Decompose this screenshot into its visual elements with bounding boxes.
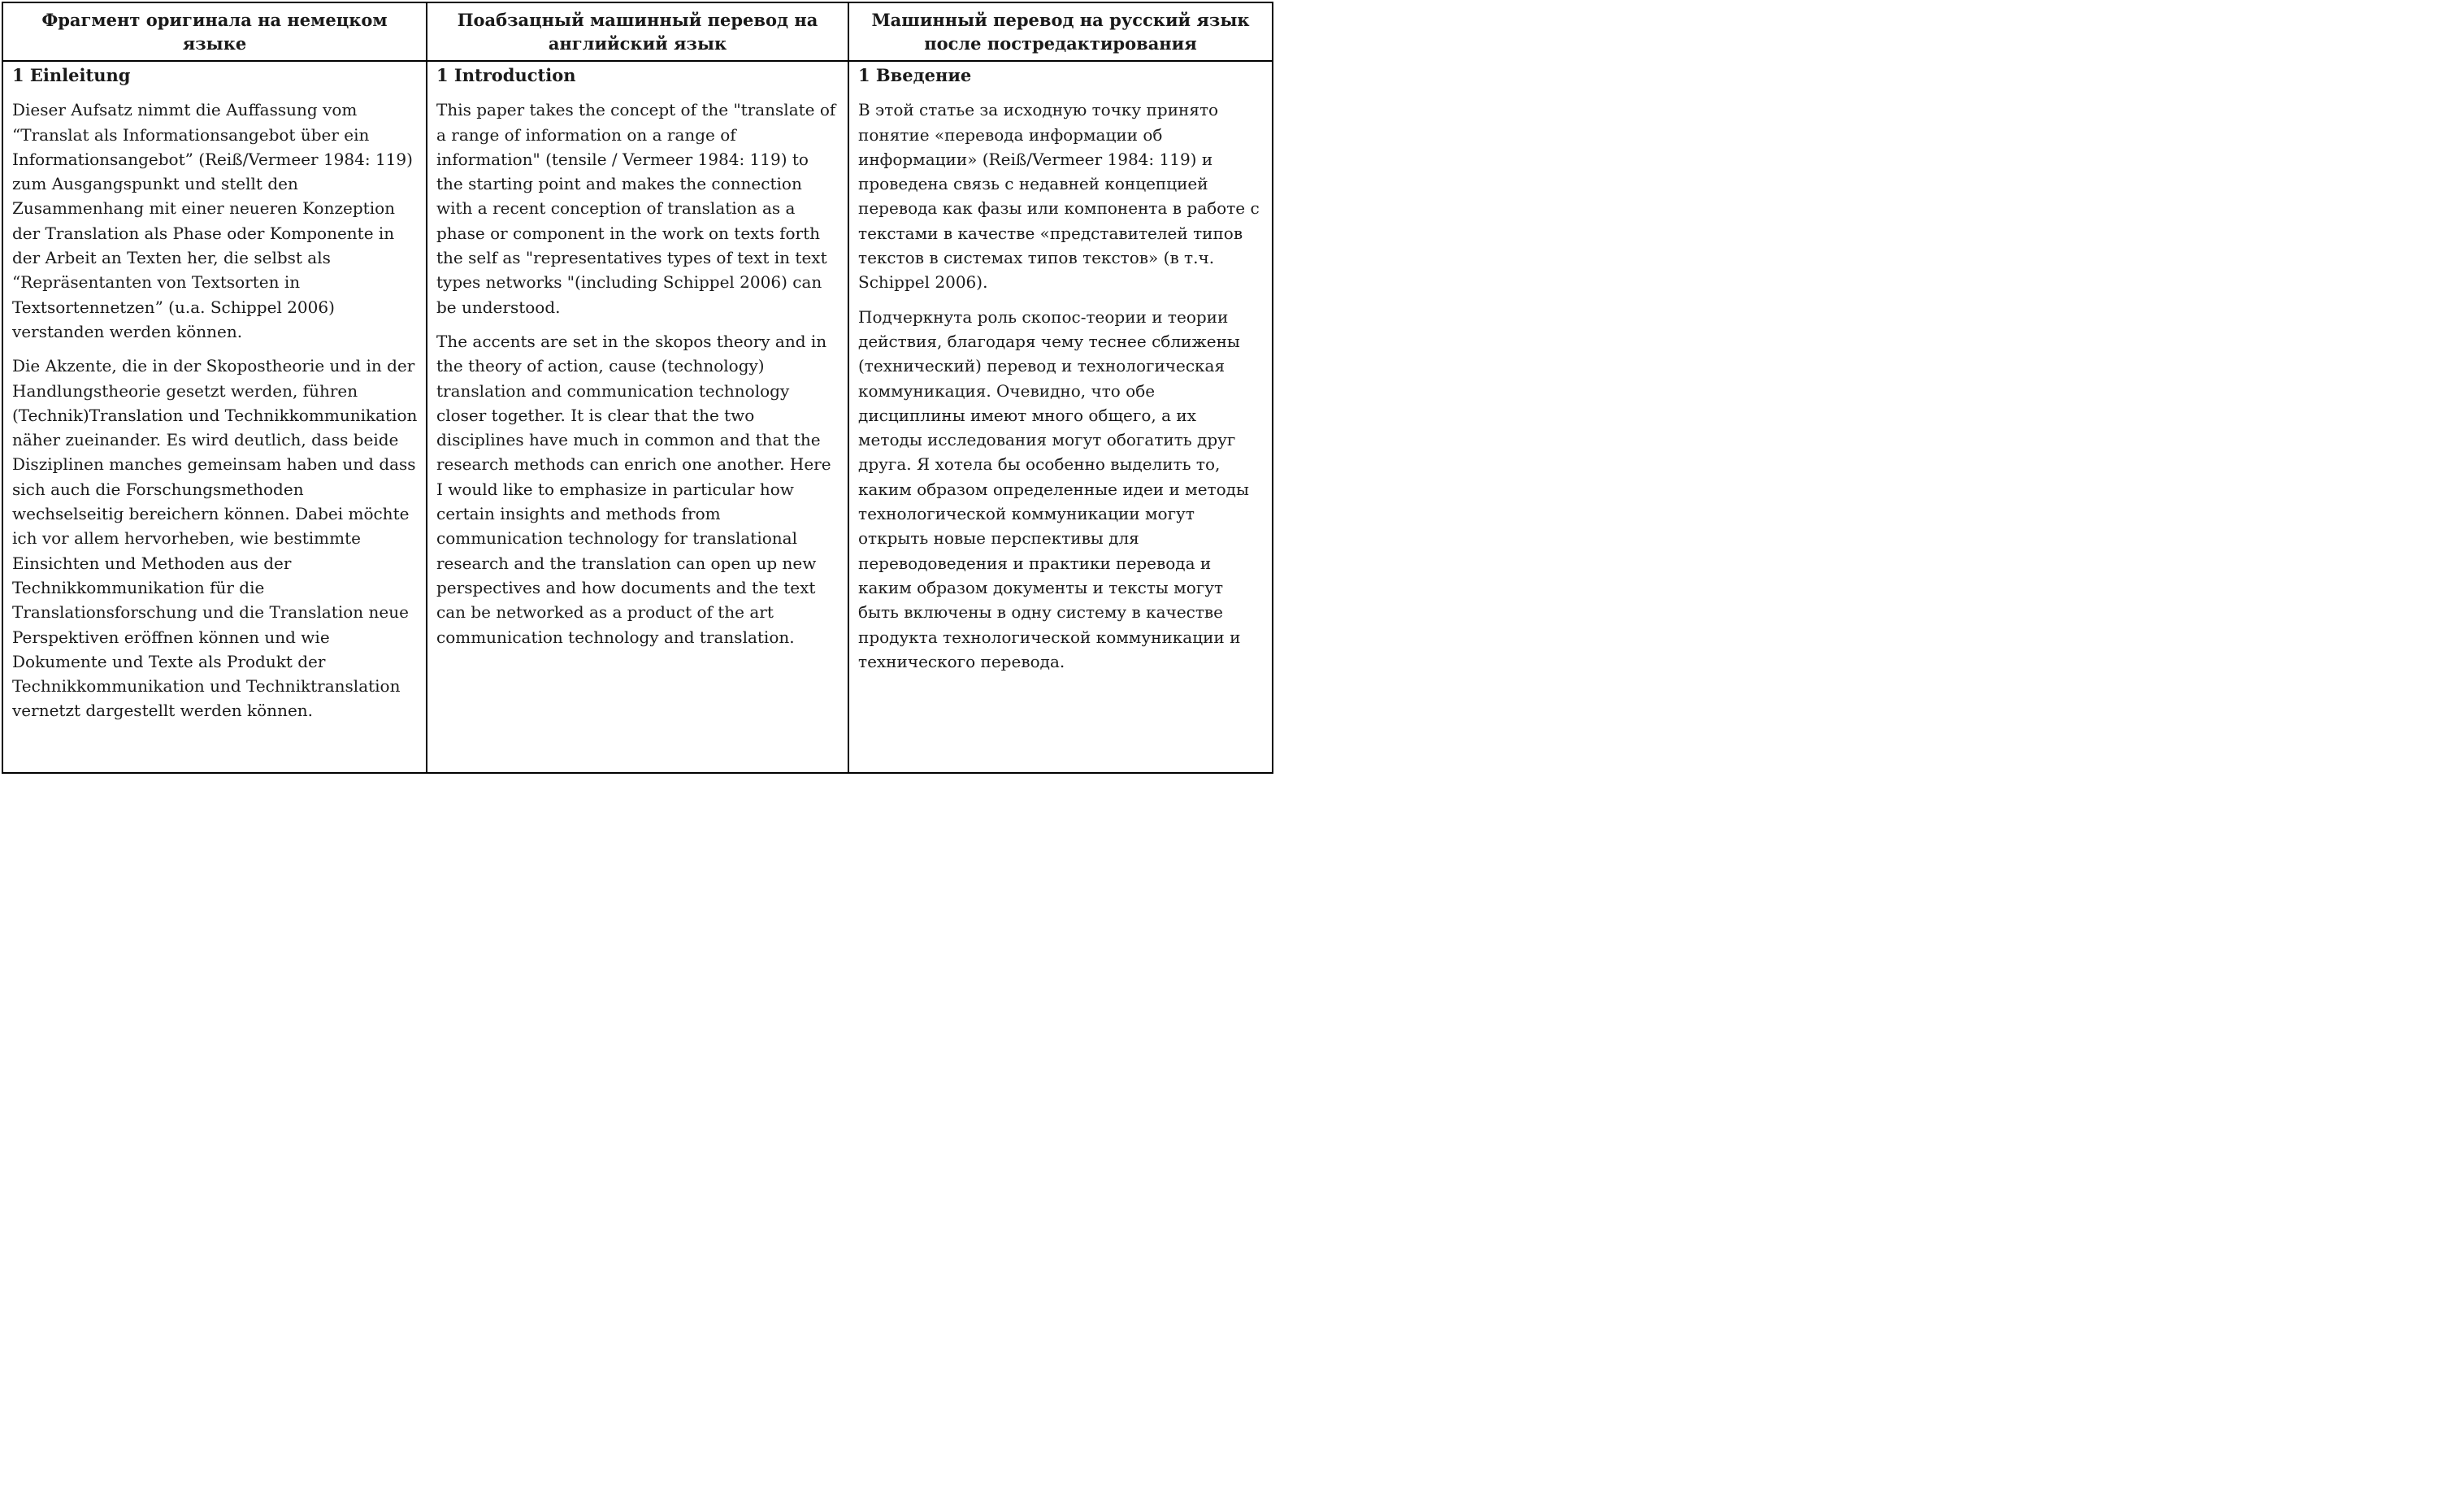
section-title: 1 Einleitung	[12, 65, 131, 85]
header-german-original: Фрагмент оригинала на немецком языке	[2, 2, 427, 61]
cell-russian	[848, 61, 1273, 773]
paragraph: Die Akzente, die in der Skopostheorie und in der Handlungstheorie gesetzt werden, führen (Technik)Translation und Technikkommunikation näher zueinander. Es wird deutlich, dass beide Disziplinen manches gemeinsam haben und dass sich auch die Forschungsmethoden wechselseitig bereichern können. Dabei möchte ich vor allem hervorheben, wie bestimmte Einsichten und Methoden aus der Technikkommunikation für die Translationsforschung und die Translation neue Perspektiven eröffnen können und wie Dokumente und Texte als Produkt der Technikkommunikation und Techniktranslation vernetzt dargestellt werden können.	[12, 356, 418, 721]
paragraph: Dieser Aufsatz nimmt die Auffassung vom “Translat als Informationsangebot über ein Informationsangebot” (Reiß/Vermeer 1984: 119) zum Ausgangspunkt und stellt den Zusammenhang mit einer neueren Konzeption der Translation als Phase oder Komponente in der Arbeit an Texten her, die selbst als “Repräsentanten von Textsorten in Textsortennetzen” (u.a. Schippel 2006) verstanden werden können.	[12, 100, 413, 341]
paragraph: В этой статье за исходную точку принято понятие «перевода информации об информации» (Reiß/Vermeer 1984: 119) и проведена связь с недавней концепцией перевода как фазы или компонента в работе с текстами в качестве «представителей типов текстов в системах типов текстов» (в т.ч. Schippel 2006).	[858, 100, 1260, 293]
cell-german	[2, 61, 427, 773]
paragraph: Подчеркнута роль скопос-теории и теории действия, благодаря чему теснее сближены (технический) перевод и технологическая коммуникация. Очевидно, что обе дисциплины имеют много общего, а их методы исследования могут обогатить друг друга. Я хотела бы особенно выделить то, каким образом определенные идеи и методы технологической коммуникации могут открыть новые перспективы для переводоведения и практики перевода и каким образом документы и тексты могут быть включены в одну систему в качестве продукта технологической коммуникации и технического перевода.	[858, 306, 1249, 671]
header-row	[2, 2, 1273, 61]
header-english-machine-translation: Поабзацный машинный перевод на английский язык	[427, 2, 848, 61]
section-title: 1 Introduction	[436, 65, 576, 85]
paragraph: This paper takes the concept of the "translate of a range of information on a range of information" (tensile / Vermeer 1984: 119) to the starting point and makes the connection with a recent conception of translation as a phase or component in the work on texts forth the self as "representatives types of text in text types networks "(including Schippel 2006) can be understood.	[436, 100, 836, 317]
cell-english	[427, 61, 848, 773]
paragraph: The accents are set in the skopos theory and in the theory of action, cause (technology) translation and communication technology closer together. It is clear that the two disciplines have much in common and that the research methods can enrich one another. Here I would like to emphasize in particular how certain insights and methods from communication technology for translational research and the translation can open up new perspectives and how documents and the text can be networked as a product of the art communication technology and translation.	[436, 331, 831, 647]
comparison-table	[2, 2, 1273, 774]
header-russian-post-edited: Машинный перевод на русский язык после постредактирования	[848, 2, 1273, 61]
section-title: 1 Введение	[858, 65, 972, 85]
content-row	[2, 61, 1273, 773]
